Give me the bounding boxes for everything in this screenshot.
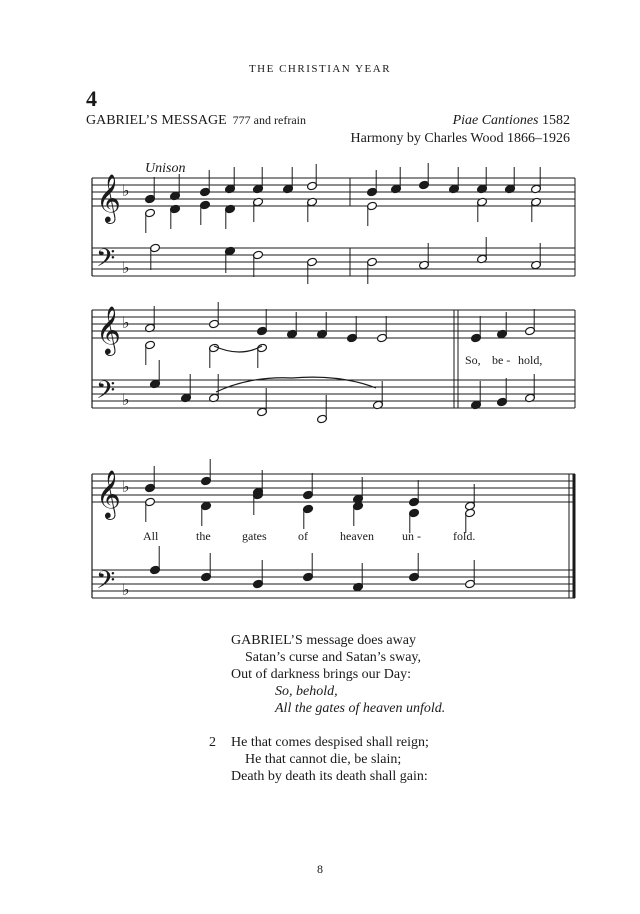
verse-line: Out of darkness brings our Day:: [231, 667, 412, 682]
tune-title: GABRIEL’S MESSAGE: [86, 113, 227, 128]
flat-key-signature-icon: ♭: [122, 260, 130, 277]
flat-key-signature-icon: ♭: [122, 392, 130, 409]
lyric-syllable: heaven: [340, 529, 374, 543]
treble-clef-icon: 𝄞: [96, 308, 121, 354]
verse-line: Death by death its death shall gain:: [231, 769, 428, 784]
lyric-syllable: So,: [465, 353, 481, 367]
flat-key-signature-icon: ♭: [122, 183, 130, 200]
unison-direction: Unison: [145, 161, 186, 176]
hymn-number: 4: [86, 86, 97, 111]
verse-line: He that cannot die, be slain;: [245, 752, 402, 767]
verses: [209, 632, 446, 785]
lyric-syllable: fold.: [453, 529, 476, 543]
notes: [145, 163, 542, 592]
lyric-syllable: All: [143, 529, 159, 543]
bass-clef-icon: 𝄢: [96, 245, 116, 278]
bass-clef-icon: 𝄢: [96, 567, 116, 600]
running-head: THE CHRISTIAN YEAR: [248, 63, 392, 75]
harmony-credit: Harmony by Charles Wood 1866–1926: [350, 131, 570, 146]
flat-key-signature-icon: ♭: [122, 582, 130, 599]
flat-key-signature-icon: ♭: [122, 479, 130, 496]
bass-clef-icon: 𝄢: [96, 377, 116, 410]
tie: [214, 346, 262, 352]
lyric-syllable: un -: [402, 529, 421, 543]
lyric-syllable: be -: [492, 353, 511, 367]
source-work: Piae Cantiones: [452, 113, 539, 128]
flat-key-signature-icon: ♭: [122, 315, 130, 332]
ties: [214, 346, 376, 392]
refrain-line: So, behold,: [275, 684, 338, 699]
treble-clef-icon: 𝄞: [96, 472, 121, 518]
treble-clef-icon: 𝄞: [96, 176, 121, 222]
tie: [292, 377, 376, 388]
meter: 777 and refrain: [232, 113, 306, 127]
staff-lines: [92, 178, 575, 598]
lyric-syllable: hold,: [518, 353, 543, 367]
lyric-syllable: gates: [242, 529, 267, 543]
verse-line: Satan’s curse and Satan’s sway,: [245, 650, 421, 665]
page-number: 8: [317, 862, 323, 876]
lyric-syllable: the: [196, 529, 211, 543]
lyrics-system-2: [465, 353, 542, 367]
lyric-syllable: of: [298, 529, 308, 543]
refrain-line: All the gates of heaven unfold.: [275, 701, 446, 716]
verse-number: 2: [209, 735, 216, 750]
source-year: 1582: [542, 113, 570, 128]
lyrics-system-3: [143, 529, 475, 543]
verse-line: GABRIEL’S message does away: [231, 633, 416, 648]
verse-line: [209, 734, 445, 751]
verse-line-text: He that comes despised shall reign;: [231, 735, 429, 750]
